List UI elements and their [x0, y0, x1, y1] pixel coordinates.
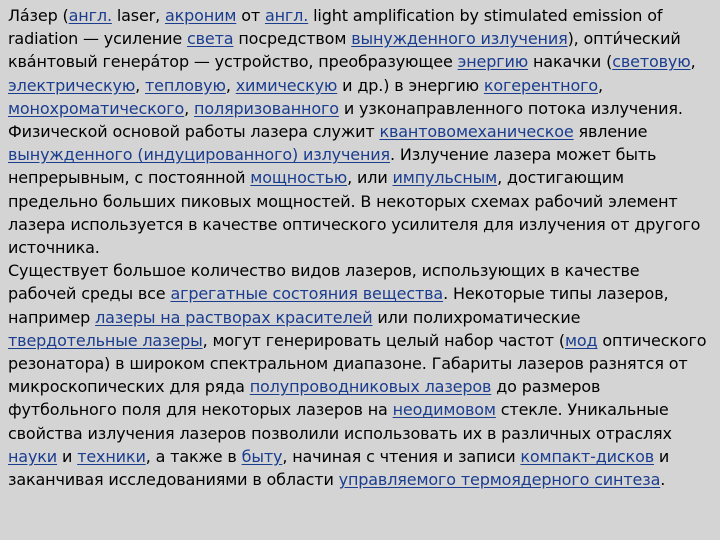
text-run: и заканчивая исследованиями в области [8, 446, 670, 490]
text-run: laser, [111, 6, 165, 25]
link-tverdotelnye-lazery[interactable]: твердотельные лазеры [8, 330, 203, 350]
text-run: и др.) в энергию [337, 75, 484, 95]
link-kogerentnogo[interactable]: когерентного [483, 75, 599, 95]
text-run: ( [57, 6, 69, 25]
link-angl-2[interactable]: англ. [264, 6, 309, 25]
link-lazery-na-rastvorakh[interactable]: лазеры на растворах красителей [95, 307, 373, 327]
text-run: от [236, 6, 265, 25]
text-run: , [135, 75, 146, 95]
link-khimicheskuyu[interactable]: химическую [235, 75, 338, 95]
text-run: или полихроматические [372, 307, 581, 327]
link-teplovuyu[interactable]: тепловую [145, 75, 226, 95]
link-monokhromaticheskogo[interactable]: монохроматического [8, 98, 185, 118]
text-run: , достигающим предельно больших пиковых мощностей. В некоторых схемах рабочий элемент лазера используется в качестве оптического усилителя для излучения от другого источника. [8, 168, 701, 258]
text-run: посредством [233, 29, 352, 49]
link-angl[interactable]: англ. [68, 6, 112, 25]
text-run: явление [573, 122, 648, 142]
link-poluprovodnikovykh-lazerov[interactable]: полупроводниковых лазеров [249, 377, 492, 397]
link-svetovuyu[interactable]: световую [612, 52, 691, 72]
link-neodimovom[interactable]: неодимовом [392, 400, 496, 420]
link-nauki[interactable]: науки [8, 446, 58, 466]
text-run: ), опти́ческий ква́нтовый генера́тор — устройство, преобразующее [8, 29, 681, 72]
text-run: и [57, 446, 78, 466]
paragraph-2 [8, 259, 710, 491]
link-bytu[interactable]: быту [241, 446, 283, 466]
text-run: накачки ( [528, 52, 613, 72]
text-run: и узконаправленного потока излучения. Физической основой работы лазера служит [8, 98, 683, 142]
text-run: Ла́зер [8, 6, 58, 25]
text-run: оптического резонатора) в широком спектральном диапазоне. Габариты лазеров разнятся от микроскопических для ряда [8, 330, 707, 397]
text-run: Существует большое количество видов лазеров, использующих в качестве рабочей среды все [8, 261, 640, 304]
text-run: . Некоторые типы лазеров, например [8, 284, 669, 327]
text-run: стекле. Уникальные свойства излучения лазеров позволили использовать их в различных отраслях [8, 400, 672, 443]
link-impulsnym[interactable]: импульсным [392, 168, 498, 188]
text-run: , начиная с чтения и записи [282, 446, 521, 466]
link-tekhniki[interactable]: техники [77, 446, 146, 466]
text-run: , или [347, 168, 393, 188]
link-sveta[interactable]: света [186, 29, 234, 49]
text-run: , [690, 52, 696, 72]
link-energiyu[interactable]: энергию [457, 52, 529, 72]
link-akronim[interactable]: акроним [164, 6, 237, 25]
text-run: . Излучение лазера может быть непрерывным, с постоянной [8, 145, 657, 188]
link-kompakt-diskov[interactable]: компакт-дисков [520, 446, 654, 466]
link-agregatnye-sostoyaniya[interactable]: агрегатные состояния вещества [170, 284, 444, 304]
text-run: , могут генерировать целый набор частот ( [202, 330, 565, 350]
link-elektricheskuyu[interactable]: электрическую [8, 75, 136, 95]
text-run: , [598, 75, 603, 95]
paragraph-1 [8, 4, 710, 259]
text-run: . [660, 470, 666, 490]
text-run: light amplification by stimulated emission of radiation — усиление [8, 6, 663, 49]
link-vynuzhdennogo-izlucheniya[interactable]: вынужденного излучения [351, 29, 568, 49]
link-polyarizovannogo[interactable]: поляризованного [194, 98, 339, 118]
link-moshchnostyu[interactable]: мощностью [250, 168, 348, 188]
text-run: , [225, 75, 236, 95]
text-run: до размеров футбольного поля для некоторых лазеров на [8, 377, 601, 420]
link-kvantovomekhanicheskoe[interactable]: квантовомеханическое [379, 122, 574, 142]
text-run: , а также в [145, 446, 242, 466]
text-run: , [184, 98, 195, 118]
link-mod[interactable]: мод [564, 330, 598, 350]
link-upravlyaemogo-termoyadernogo[interactable]: управляемого термоядерного синтеза [338, 470, 661, 490]
article-body [8, 4, 710, 491]
link-vynuzhdennogo-inducirovannogo[interactable]: вынужденного (индуцированного) излучения [8, 145, 391, 165]
